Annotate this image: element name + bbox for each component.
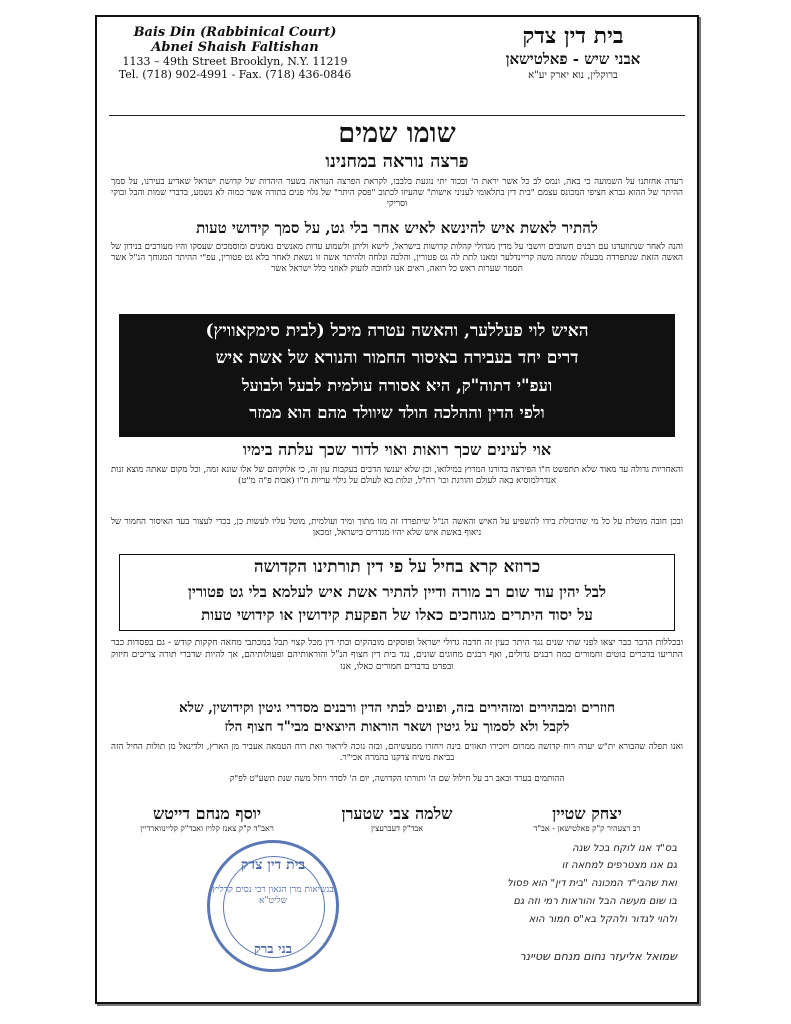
signer-2 <box>307 804 487 834</box>
handwritten-line-3: ואת שהבי"ד המכונה "בית דין" הוא פסול <box>507 878 677 889</box>
stamp-top-text: בית דין צדק <box>240 857 306 873</box>
black-box-line-4: ולפי הדין וההלכה הולד שיוולד מהם הוא ממזר <box>249 403 545 422</box>
proclamation-line-2: לבל יהין עוד שום רב מורה ודיין להתיר אשת איש לעלמא בלי גט פטורין <box>188 583 606 601</box>
english-letterhead <box>115 25 355 81</box>
paragraph-intro: רעדה אחזתנו על השמועה כי באה, ונמס לב כל אשר יראת ה' ובכוד יתי נוגעת בלבבו, לקראת הפרצה הנוראה בשער היהדות של קדושת ישראל שאדיע בעירנו, על סמך ההיתר של ההוא גברא חציפי המכונס עצמם "בית דין בתלאומי לעניני אישות" שהעיזו לכתוב "פסק היתר" של גלוי פנים בתורה אשר כמוה לא נשמע, בדברי שמות והבל ובוקי וסריקי <box>111 177 683 210</box>
heading-lament: אוי לעינים שכך רואות ואוי לדור שכך עלתה בימיו <box>242 440 552 459</box>
stamp-middle-text: בנשיאות מרן הגאון רבי נסים קרליץ שליט"א <box>212 885 334 906</box>
hebrew-letterhead <box>463 23 683 83</box>
signatures-row <box>117 804 677 834</box>
page-subtitle: פרצה נוראה במחנינו <box>325 151 469 172</box>
heading-permit: להתיר לאשת איש להינשא לאיש אחר בלי גט, על סמך קידושי טעות <box>196 219 598 237</box>
stamp-bottom-text: בני ברק <box>253 942 293 957</box>
paragraph-prayer: ואנו תפלה שהבורא ית"ש יערה רוח קדושה ממרום ויזכירו תאווים בינה ויחזרו ממעשיהם, ובזה נזכה ליראור ואת רוח הטמאה אעביר מן הארץ, ולדינאל מן תולות החיל הזה בביאת משיח צדקנו בהמרה אכי"ר. <box>111 742 683 764</box>
signer-1 <box>497 804 677 834</box>
paragraph-prior-protests: ובכללות הדבר כבר יצאו לפני שתי שנים נגד היתר כעין זה חדבה גדולי ישראל ופוסקים מובהקים ובתי דין מכל קצוי תבל במכתבי מחאה חקקות קודש - גם בפסדות כבר התריעו בדברים בוטים וחמורים כמה רבנים גדולים, ואף רבנים מחוגים שונים, נגד בית דין חצוף הנ"ל והוראותיהם ופעולותיהם, אך להיות שדברי תורה צריכים חיזוק ובפרט בדברים חמורים כאלו, אנו <box>111 638 683 672</box>
signer-1-title: רב דצעהיר ק"ק פאלטישאן - אב"ד <box>533 824 641 833</box>
signer-3 <box>117 804 297 834</box>
handwritten-line-2: גם אנו מצטרפים למחאה זו <box>561 860 677 871</box>
court-sub-he: אבני שיש - פאלטישאן <box>505 50 641 68</box>
announcement-black-box <box>119 314 675 437</box>
header-divider <box>109 115 685 116</box>
signer-2-title: אבד"ק דעברעצין <box>370 824 424 833</box>
paragraph-responsibility: והאחריות גדולה עד מאוד שלא תתפשט ח"ו הפירצה בדורנו המרוץ במילואו, וכן שלא יענשו הדבים בעקבות עון זה, כי אלוקיהם של אלו שונא זמה, וכל מקום שאתה מוצא זנות אנדרלמוסיא באה לעולם והורגת וכו' רח"ל, ונלות בא לעולם על גילוי עריות ח"ו (אבות פ"ה מ"ט) <box>111 465 683 487</box>
black-box-line-2: דרים יחד בעבירה באיסור החמור והנורא של אשת איש <box>215 348 579 368</box>
paragraph-signed-date: ההותמים בערד ובאב רב על חילול שם ה' ותורתו הקדושה, יום ה' לסדר ויחל משה שנת תשע"ט לפ"ק <box>229 774 565 784</box>
proclamation-line-3: על יסוד היתרים מגוחכים כאלו של הפקעת קידושין או קידושי טעות <box>201 606 593 624</box>
handwritten-line-1: בס"ד אנו לוקח בכל שנה <box>572 843 677 854</box>
court-name-en: Bais Din (Rabbinical Court) <box>133 25 337 40</box>
handwritten-line-5: ולהוי לגדור ולהקל בא"ס חמור הוא <box>528 914 677 925</box>
signer-3-name: יוסף מנחם דייטש <box>152 804 262 823</box>
handwritten-line-4: בו שום מעשה הבל והוראות רמי וזה גם <box>513 896 677 907</box>
phone-en: Tel. (718) 902-4991 - Fax. (718) 436-0846 <box>118 68 352 81</box>
proclamation-line-1: כרוזא קרא בחיל על פי דין תורתינו הקדושה <box>253 557 541 577</box>
paragraph-obligation: ובכן חובה מוטלת על כל מי שהיכולת בידו להשפיע על האיש והאשה הנ"ל שיתפרדו זה מזו מתוך ומיד ועולמית, מוטל עליו לעשות כן, בכדי לעצור בעד האיסור החמור של ניאוף באשת איש שלא יהיו מגדרים בישראל, ומכאן <box>111 517 683 539</box>
signer-2-name: שלמה צבי שטערן <box>341 804 453 823</box>
rabbinical-court-stamp <box>207 840 339 972</box>
black-box-line-1: האיש לוי פעללער, והאשה עטרה מיכל (לבית סימקאוויץ) <box>205 321 589 341</box>
paragraph-investigation: והנה לאחר שנתוועדנו עם רבנים חשובים ויושבי על מדין מגדולי קהלות קדושות בישראל, לישא וליתן ולשמוע עדות מאנשים נאמנים ומוסמכים שעסקו והיו מעורבים בנידון של האשה הזאת שנתפרדה מבעלה שמחה משה קריינדלער ומאנו לתת לה גט פטורין, והלכה ונלחה ולהיתר אשה זו נשאת לאחר בלא גט פטורין, עפ"י ההיתר המגוחך הנ"ל אשר תסמר שערות ראש כל רואה, ראים אנו לחובה לזעוק לאוזני כלל ישראל אשר <box>111 242 683 275</box>
location-he: ברוקלין, נוא יארק יע"א <box>528 70 618 81</box>
address-en: 1133 – 49th Street Brooklyn, N.Y. 11219 <box>122 55 348 68</box>
court-name-he: בית דין צדק <box>522 23 624 49</box>
signer-3-title: ראב"ד ק"ק צאנז קלויז ואבד"ק קליינווארדיין <box>140 824 274 833</box>
handwritten-signatures: שמואל אליעזר נחום מנחם שטיינר <box>519 950 677 963</box>
court-sub-en: Abnei Shaish Faltishan <box>151 40 319 55</box>
black-box-line-3: ועפ"י דתוה"ק, היא אסורה עולמית לבעל ולבועל <box>241 376 553 395</box>
page-title: שומו שמים <box>338 118 456 149</box>
signer-1-name: יצחק שטיין <box>552 804 622 823</box>
proclamation-frame <box>119 554 675 631</box>
heading-warning-b: לקבל ולא לסמוך על גיטין ושאר הוראות היוצאים מבי"ד חצוף הלז <box>224 719 570 735</box>
document-page <box>95 15 699 1004</box>
heading-warning-a: חוזרים ומבהירים ומזהירים בזה, ופונים לבתי הדין ורבנים מסדרי גיטין וקידושין, שלא <box>178 700 616 716</box>
